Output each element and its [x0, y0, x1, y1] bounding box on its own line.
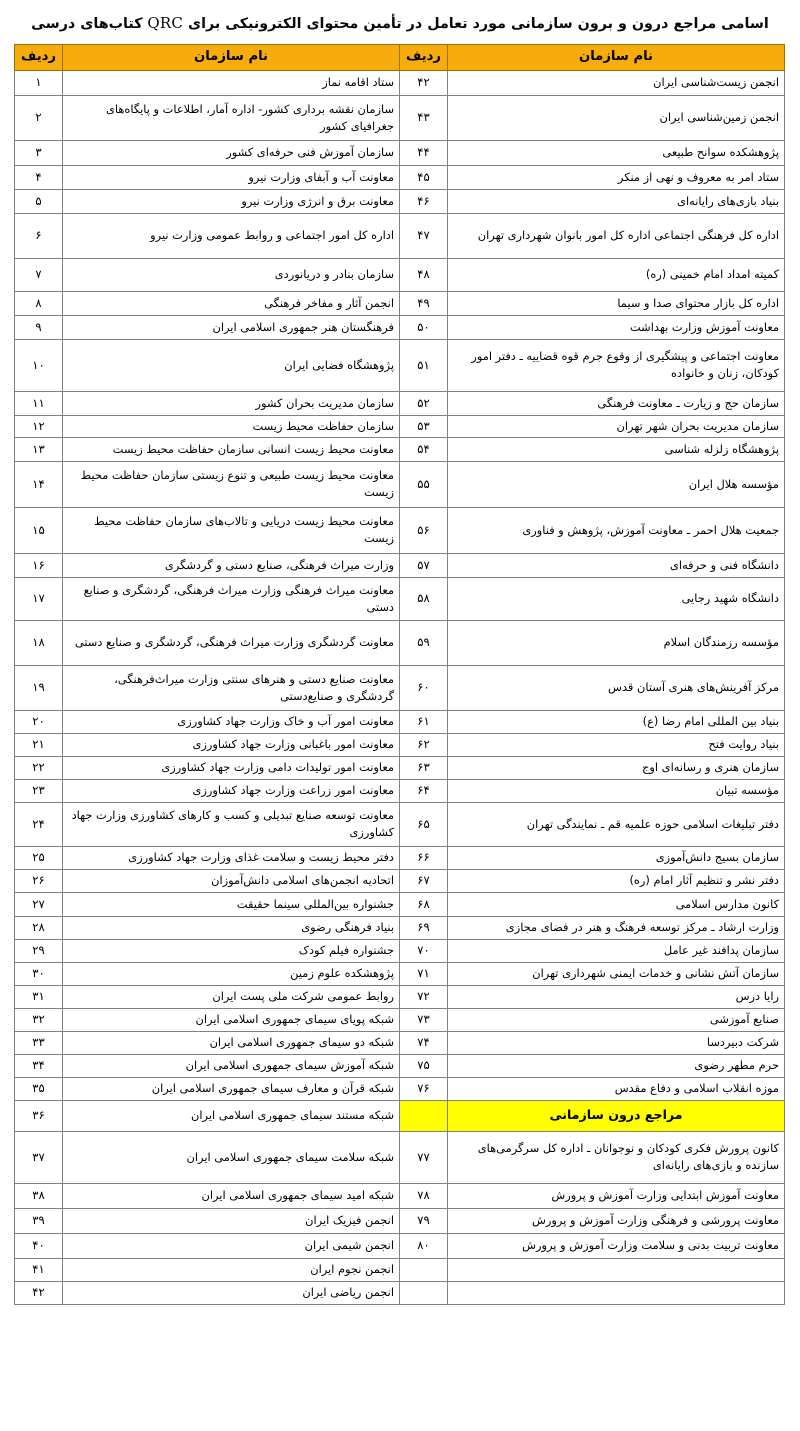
table-row [15, 665, 785, 710]
left-organization-name-cell: مؤسسه تبیان [448, 779, 785, 802]
right-organization-name-cell: فرهنگستان هنر جمهوری اسلامی ایران [63, 315, 400, 339]
table-row [15, 1233, 785, 1258]
right-organization-name-cell: جشنواره بین‌المللی سینما حقیقت [63, 892, 400, 916]
left-row-number-cell: ۵۰ [400, 315, 448, 339]
right-row-number-cell: ۱۶ [15, 553, 63, 577]
table-row [15, 1183, 785, 1208]
left-row-number-cell: ۴۴ [400, 140, 448, 165]
page-title-part-after: کتاب‌های درسی [31, 16, 148, 32]
right-row-number-cell: ۳ [15, 140, 63, 165]
left-row-number-cell: ۶۷ [400, 869, 448, 892]
right-row-number-cell: ۳۶ [15, 1100, 63, 1131]
right-organization-name-cell: معاونت امور تولیدات دامی وزارت جهاد کشاورزی [63, 756, 400, 779]
table-row [15, 577, 785, 620]
left-organization-name-cell: سازمان حج و زیارت ـ معاونت فرهنگی [448, 391, 785, 415]
right-organization-name-cell: وزارت میراث فرهنگی، صنایع دستی و گردشگری [63, 553, 400, 577]
right-organization-name-cell: شبکه سلامت سیمای جمهوری اسلامی ایران [63, 1131, 400, 1183]
left-row-number-cell: ۶۱ [400, 710, 448, 733]
table-row [15, 553, 785, 577]
table-row [15, 189, 785, 213]
left-row-number-cell: ۷۵ [400, 1054, 448, 1077]
right-row-number-cell: ۶ [15, 213, 63, 258]
left-organization-name-cell: انجمن زمین‌شناسی ایران [448, 95, 785, 140]
right-row-number-cell: ۳۰ [15, 962, 63, 985]
right-organization-name-cell: معاونت محیط زیست دریایی و تالاب‌های سازمان حفاظت محیط زیست [63, 507, 400, 553]
right-organization-name-cell: معاونت محیط زیست طبیعی و تنوع زیستی سازمان حفاظت محیط زیست [63, 461, 400, 507]
right-organization-name-cell: انجمن نجوم ایران [63, 1258, 400, 1281]
right-row-number-cell: ۲ [15, 95, 63, 140]
left-organization-name-cell: پژوهشگاه زلزله شناسی [448, 437, 785, 461]
left-organization-name-cell: مرکز آفرینش‌های هنری آستان قدس [448, 665, 785, 710]
left-row-number-cell: ۶۳ [400, 756, 448, 779]
table-row [15, 165, 785, 189]
table-row [15, 461, 785, 507]
table-row [15, 315, 785, 339]
table-row [15, 733, 785, 756]
right-row-number-cell: ۳۸ [15, 1183, 63, 1208]
left-row-number-cell: ۵۷ [400, 553, 448, 577]
right-row-number-cell: ۴۲ [15, 1281, 63, 1304]
left-organization-name-cell: اداره کل فرهنگی اجتماعی اداره کل امور بانوان شهرداری تهران [448, 213, 785, 258]
left-organization-name-cell: سازمان پدافند غیر عامل [448, 939, 785, 962]
left-organization-name-cell: معاونت آموزش ابتدایی وزارت آموزش و پرورش [448, 1183, 785, 1208]
left-row-number-cell: ۵۴ [400, 437, 448, 461]
right-organization-name-cell: معاونت توسعه صنایع تبدیلی و کسب و کارهای کشاورزی وزارت جهاد کشاورزی [63, 802, 400, 846]
table-row [15, 846, 785, 869]
right-organization-name-cell: شبکه قرآن و معارف سیمای جمهوری اسلامی ایران [63, 1077, 400, 1100]
left-row-number-cell: ۶۴ [400, 779, 448, 802]
right-row-number-cell: ۲۷ [15, 892, 63, 916]
right-row-number-cell: ۱۲ [15, 415, 63, 437]
right-row-number-cell: ۳۷ [15, 1131, 63, 1183]
left-organization-name-cell: سازمان بسیج دانش‌آموزی [448, 846, 785, 869]
right-organization-name-cell: روابط عمومی شرکت ملی پست ایران [63, 985, 400, 1008]
left-organization-name-cell: اداره کل بازار محتوای صدا و سیما [448, 291, 785, 315]
left-row-number-cell: ۵۶ [400, 507, 448, 553]
left-organization-name-cell: بنیاد بین المللی امام رضا (ع) [448, 710, 785, 733]
column-header-right-row-number: ردیف [15, 44, 63, 70]
left-organization-name-cell: سازمان هنری و رسانه‌ای اوج [448, 756, 785, 779]
left-organization-name-cell: دانشگاه شهید رجایی [448, 577, 785, 620]
left-organization-name-cell: ستاد امر به معروف و نهی از منکر [448, 165, 785, 189]
table-row [15, 869, 785, 892]
table-row [15, 916, 785, 939]
right-row-number-cell: ۹ [15, 315, 63, 339]
table-row [15, 1100, 785, 1131]
table-row [15, 95, 785, 140]
left-organization-name-cell: بنیاد بازی‌های رایانه‌ای [448, 189, 785, 213]
left-row-number-cell: ۷۹ [400, 1208, 448, 1233]
left-organization-name-cell: معاونت آموزش وزارت بهداشت [448, 315, 785, 339]
left-row-number-cell: ۷۶ [400, 1077, 448, 1100]
left-organization-name-cell: کمیته امداد امام خمینی (ره) [448, 258, 785, 291]
left-organization-name-cell: معاونت اجتماعی و پیشگیری از وقوع جرم قوه قضاییه ـ دفتر امور کودکان، زنان و خانواده [448, 339, 785, 391]
left-organization-name-cell: انجمن زیست‌شناسی ایران [448, 70, 785, 95]
left-row-number-cell: ۷۰ [400, 939, 448, 962]
right-row-number-cell: ۴ [15, 165, 63, 189]
left-organization-name-cell: صنایع آموزشی [448, 1008, 785, 1031]
right-organization-name-cell: دفتر محیط زیست و سلامت غذای وزارت جهاد کشاورزی [63, 846, 400, 869]
right-row-number-cell: ۳۹ [15, 1208, 63, 1233]
right-organization-name-cell: انجمن فیزیک ایران [63, 1208, 400, 1233]
right-organization-name-cell: شبکه دو سیمای جمهوری اسلامی ایران [63, 1031, 400, 1054]
left-organization-name-cell: مؤسسه هلال ایران [448, 461, 785, 507]
right-row-number-cell: ۳۱ [15, 985, 63, 1008]
reference-table [14, 44, 785, 1305]
left-row-number-cell-empty [400, 1258, 448, 1281]
right-organization-name-cell: اداره کل امور اجتماعی و روابط عمومی وزارت نیرو [63, 213, 400, 258]
table-row [15, 1258, 785, 1281]
left-row-number-cell: ۶۵ [400, 802, 448, 846]
section-heading: مراجع درون سازمانی [448, 1100, 785, 1131]
left-organization-name-cell-empty [448, 1281, 785, 1304]
left-organization-name-cell: دفتر تبلیغات اسلامی حوزه علمیه قم ـ نمایندگی تهران [448, 802, 785, 846]
table-row [15, 1077, 785, 1100]
right-organization-name-cell: معاونت امور باغبانی وزارت جهاد کشاورزی [63, 733, 400, 756]
left-row-number-cell: ۸۰ [400, 1233, 448, 1258]
right-row-number-cell: ۲۳ [15, 779, 63, 802]
table-row [15, 339, 785, 391]
table-row [15, 985, 785, 1008]
right-row-number-cell: ۲۰ [15, 710, 63, 733]
right-organization-name-cell: معاونت آب و آبفای وزارت نیرو [63, 165, 400, 189]
right-organization-name-cell: معاونت محیط زیست انسانی سازمان حفاظت محیط زیست [63, 437, 400, 461]
right-row-number-cell: ۲۸ [15, 916, 63, 939]
left-row-number-cell: ۴۷ [400, 213, 448, 258]
column-header-left-row-number: ردیف [400, 44, 448, 70]
table-row [15, 756, 785, 779]
right-row-number-cell: ۱۷ [15, 577, 63, 620]
left-row-number-cell: ۴۳ [400, 95, 448, 140]
left-organization-name-cell: موزه انقلاب اسلامی و دفاع مقدس [448, 1077, 785, 1100]
right-row-number-cell: ۲۶ [15, 869, 63, 892]
right-organization-name-cell: سازمان آموزش فنی حرفه‌ای کشور [63, 140, 400, 165]
table-row [15, 892, 785, 916]
left-row-number-cell: ۶۸ [400, 892, 448, 916]
left-organization-name-cell: دانشگاه فنی و حرفه‌ای [448, 553, 785, 577]
table-row [15, 140, 785, 165]
table-row [15, 1031, 785, 1054]
right-organization-name-cell: اتحادیه انجمن‌های اسلامی دانش‌آموزان [63, 869, 400, 892]
table-row [15, 391, 785, 415]
table-row [15, 1208, 785, 1233]
right-organization-name-cell: معاونت امور آب و خاک وزارت جهاد کشاورزی [63, 710, 400, 733]
right-row-number-cell: ۷ [15, 258, 63, 291]
table-row [15, 939, 785, 962]
table-row [15, 258, 785, 291]
left-row-number-cell: ۷۳ [400, 1008, 448, 1031]
section-heading-number-cell [400, 1100, 448, 1131]
table-row [15, 507, 785, 553]
left-row-number-cell: ۶۶ [400, 846, 448, 869]
right-organization-name-cell: معاونت میراث فرهنگی وزارت میراث فرهنگی، گردشگری و صنایع دستی [63, 577, 400, 620]
left-row-number-cell: ۴۶ [400, 189, 448, 213]
reference-table-wrapper [15, 44, 785, 1305]
right-organization-name-cell: شبکه مستند سیمای جمهوری اسلامی ایران [63, 1100, 400, 1131]
table-row [15, 802, 785, 846]
page-title-part-before: اسامی مراجع درون و برون سازمانی مورد تعامل در تأمین محتوای الکترونیکی برای [183, 16, 769, 32]
right-organization-name-cell: سازمان حفاظت محیط زیست [63, 415, 400, 437]
left-organization-name-cell: مؤسسه رزمندگان اسلام [448, 620, 785, 665]
table-row [15, 620, 785, 665]
left-row-number-cell: ۵۸ [400, 577, 448, 620]
left-organization-name-cell: شرکت دبیردسا [448, 1031, 785, 1054]
left-row-number-cell: ۴۸ [400, 258, 448, 291]
left-row-number-cell: ۷۷ [400, 1131, 448, 1183]
left-organization-name-cell: کانون مدارس اسلامی [448, 892, 785, 916]
right-organization-name-cell: سازمان بنادر و دریانوردی [63, 258, 400, 291]
column-header-right-organization-name: نام سازمان [63, 44, 400, 70]
left-organization-name-cell: بنیاد روایت فتح [448, 733, 785, 756]
left-row-number-cell-empty [400, 1281, 448, 1304]
table-row [15, 1054, 785, 1077]
right-organization-name-cell: معاونت برق و انرژی وزارت نیرو [63, 189, 400, 213]
right-row-number-cell: ۱۳ [15, 437, 63, 461]
right-row-number-cell: ۳۴ [15, 1054, 63, 1077]
right-organization-name-cell: انجمن شیمی ایران [63, 1233, 400, 1258]
left-organization-name-cell: پژوهشکده سوانح طبیعی [448, 140, 785, 165]
right-organization-name-cell: جشنواره فیلم کودک [63, 939, 400, 962]
right-organization-name-cell: شبکه آموزش سیمای جمهوری اسلامی ایران [63, 1054, 400, 1077]
left-row-number-cell: ۴۲ [400, 70, 448, 95]
left-row-number-cell: ۷۱ [400, 962, 448, 985]
table-row [15, 1281, 785, 1304]
right-row-number-cell: ۲۵ [15, 846, 63, 869]
right-row-number-cell: ۳۵ [15, 1077, 63, 1100]
right-row-number-cell: ۱۹ [15, 665, 63, 710]
left-row-number-cell: ۵۳ [400, 415, 448, 437]
left-organization-name-cell: رایا درس [448, 985, 785, 1008]
right-row-number-cell: ۴۰ [15, 1233, 63, 1258]
table-row [15, 779, 785, 802]
left-organization-name-cell: وزارت ارشاد ـ مرکز توسعه فرهنگ و هنر در فضای مجازی [448, 916, 785, 939]
right-row-number-cell: ۱۸ [15, 620, 63, 665]
table-row [15, 1131, 785, 1183]
right-row-number-cell: ۲۴ [15, 802, 63, 846]
table-row [15, 1008, 785, 1031]
right-organization-name-cell: معاونت گردشگری وزارت میراث فرهنگی، گردشگری و صنایع دستی [63, 620, 400, 665]
right-row-number-cell: ۱ [15, 70, 63, 95]
right-organization-name-cell: ستاد اقامه نماز [63, 70, 400, 95]
right-row-number-cell: ۱۴ [15, 461, 63, 507]
right-row-number-cell: ۲۹ [15, 939, 63, 962]
left-organization-name-cell: معاونت تربیت بدنی و سلامت وزارت آموزش و پرورش [448, 1233, 785, 1258]
page-title [20, 0, 780, 44]
table-body [15, 70, 785, 1304]
left-organization-name-cell-empty [448, 1258, 785, 1281]
right-row-number-cell: ۳۳ [15, 1031, 63, 1054]
right-row-number-cell: ۵ [15, 189, 63, 213]
table-row [15, 437, 785, 461]
right-organization-name-cell: پژوهشکده علوم زمین [63, 962, 400, 985]
right-organization-name-cell: معاونت امور زراعت وزارت جهاد کشاورزی [63, 779, 400, 802]
right-organization-name-cell: انجمن آثار و مفاخر فرهنگی [63, 291, 400, 315]
table-header [15, 44, 785, 70]
table-row [15, 70, 785, 95]
left-organization-name-cell: کانون پرورش فکری کودکان و نوجوانان ـ اداره کل سرگرمی‌های سازنده و بازی‌های رایانه‌ای [448, 1131, 785, 1183]
table-row [15, 962, 785, 985]
right-row-number-cell: ۱۰ [15, 339, 63, 391]
left-row-number-cell: ۶۰ [400, 665, 448, 710]
right-organization-name-cell: شبکه امید سیمای جمهوری اسلامی ایران [63, 1183, 400, 1208]
left-organization-name-cell: حرم مطهر رضوی [448, 1054, 785, 1077]
left-organization-name-cell: سازمان آتش نشانی و خدمات ایمنی شهرداری تهران [448, 962, 785, 985]
column-header-left-organization-name: نام سازمان [448, 44, 785, 70]
left-organization-name-cell: دفتر نشر و تنظیم آثار امام (ره) [448, 869, 785, 892]
table-row [15, 291, 785, 315]
left-row-number-cell: ۵۹ [400, 620, 448, 665]
left-row-number-cell: ۴۹ [400, 291, 448, 315]
right-organization-name-cell: سازمان نقشه برداری کشور- اداره آمار، اطلاعات و پایگاه‌های جغرافیای کشور [63, 95, 400, 140]
right-row-number-cell: ۱۵ [15, 507, 63, 553]
table-header-row [15, 44, 785, 70]
right-row-number-cell: ۸ [15, 291, 63, 315]
left-row-number-cell: ۶۹ [400, 916, 448, 939]
right-row-number-cell: ۴۱ [15, 1258, 63, 1281]
right-organization-name-cell: سازمان مدیریت بحران کشور [63, 391, 400, 415]
left-row-number-cell: ۷۴ [400, 1031, 448, 1054]
left-row-number-cell: ۶۲ [400, 733, 448, 756]
right-row-number-cell: ۲۱ [15, 733, 63, 756]
left-row-number-cell: ۴۵ [400, 165, 448, 189]
right-organization-name-cell: بنیاد فرهنگی رضوی [63, 916, 400, 939]
page-title-latin-token: QRC [147, 14, 184, 32]
left-row-number-cell: ۵۵ [400, 461, 448, 507]
left-row-number-cell: ۵۱ [400, 339, 448, 391]
left-row-number-cell: ۷۲ [400, 985, 448, 1008]
table-row [15, 415, 785, 437]
right-organization-name-cell: معاونت صنایع دستی و هنرهای سنتی وزارت میراث‌فرهنگی، گردشگری و صنایع‌دستی [63, 665, 400, 710]
left-organization-name-cell: سازمان مدیریت بحران شهر تهران [448, 415, 785, 437]
left-row-number-cell: ۵۲ [400, 391, 448, 415]
table-row [15, 213, 785, 258]
left-organization-name-cell: معاونت پرورشی و فرهنگی وزارت آموزش و پرورش [448, 1208, 785, 1233]
left-row-number-cell: ۷۸ [400, 1183, 448, 1208]
left-organization-name-cell: جمعیت هلال احمر ـ معاونت آموزش، پژوهش و فناوری [448, 507, 785, 553]
right-organization-name-cell: انجمن ریاضی ایران [63, 1281, 400, 1304]
right-row-number-cell: ۲۲ [15, 756, 63, 779]
table-row [15, 710, 785, 733]
right-organization-name-cell: پژوهشگاه فضایی ایران [63, 339, 400, 391]
right-row-number-cell: ۱۱ [15, 391, 63, 415]
right-row-number-cell: ۳۲ [15, 1008, 63, 1031]
right-organization-name-cell: شبکه پویای سیمای جمهوری اسلامی ایران [63, 1008, 400, 1031]
